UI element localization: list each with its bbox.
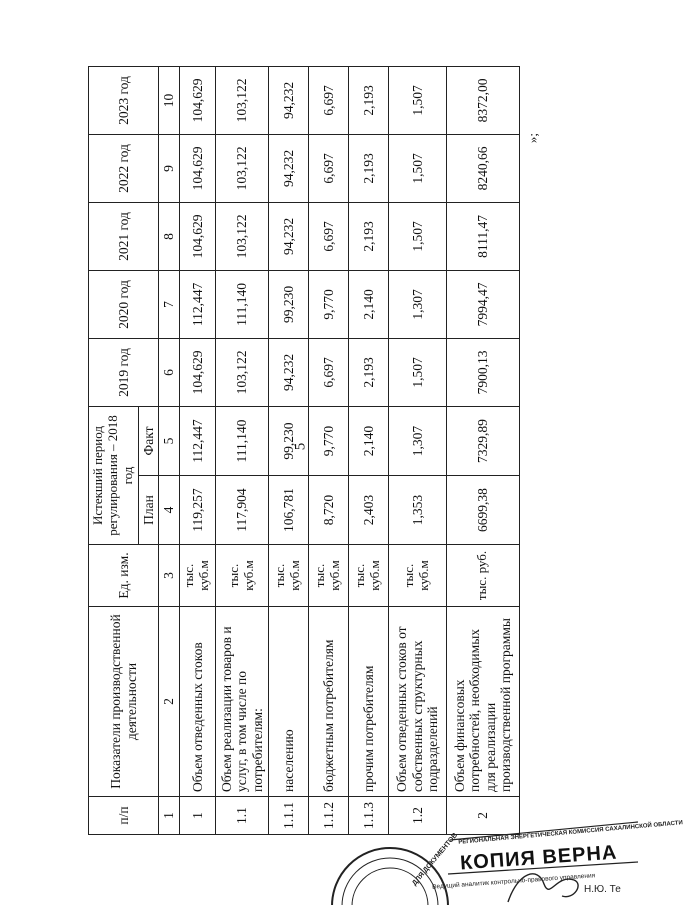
row-y2023: 6,697 bbox=[308, 66, 348, 134]
header-unit: Ед. изм. bbox=[89, 545, 159, 607]
stamp-org-line: РЕГИОНАЛЬНАЯ ЭНЕРГЕТИЧЕСКАЯ КОМИССИЯ САХАЛИНСКОЙ ОБЛАСТИ bbox=[458, 820, 683, 846]
row-unit: тыс. куб.м bbox=[215, 545, 268, 607]
stamp-doc-label: ДЛЯ ДОКУМЕНТОВ bbox=[411, 831, 460, 888]
stamp-signer: Н.Ю. Те bbox=[584, 884, 621, 895]
header-year-2023: 2023 год bbox=[89, 66, 159, 134]
row-y2023: 104,629 bbox=[179, 66, 215, 134]
table-row bbox=[268, 66, 308, 834]
row-y2019: 2,193 bbox=[348, 338, 388, 406]
row-name: Объем финансовых потребностей, необходимых для реализации производственной программы bbox=[446, 607, 519, 797]
row-unit: тыс. куб.м bbox=[179, 545, 215, 607]
row-plan: 117,904 bbox=[215, 476, 268, 545]
header-year-2020: 2020 год bbox=[89, 270, 159, 338]
row-plan: 8,720 bbox=[308, 476, 348, 545]
row-plan: 1,353 bbox=[388, 476, 446, 545]
page-number: 5 bbox=[292, 442, 309, 451]
row-name: населению bbox=[268, 607, 308, 797]
row-y2022: 8240,66 bbox=[446, 134, 519, 202]
row-y2020: 1,307 bbox=[388, 270, 446, 338]
row-y2023: 103,122 bbox=[215, 66, 268, 134]
row-fact: 99,230 bbox=[268, 406, 308, 475]
row-num: 1.1.1 bbox=[268, 797, 308, 835]
column-number-row bbox=[159, 66, 180, 834]
row-name: Объем отведенных стоков bbox=[179, 607, 215, 797]
row-num: 1.1 bbox=[215, 797, 268, 835]
row-num: 1 bbox=[179, 797, 215, 835]
row-plan: 106,781 bbox=[268, 476, 308, 545]
stamp-copy-text: КОПИЯ ВЕРНА bbox=[459, 841, 619, 875]
table-row bbox=[348, 66, 388, 834]
header-period: Истекший период регулирования – 2018 год bbox=[89, 406, 139, 544]
row-y2021: 104,629 bbox=[179, 202, 215, 270]
row-y2020: 2,140 bbox=[348, 270, 388, 338]
header-year-2022: 2022 год bbox=[89, 134, 159, 202]
header-year-2021: 2021 год bbox=[89, 202, 159, 270]
header-fact: Факт bbox=[138, 406, 159, 475]
row-unit: тыс. куб.м bbox=[388, 545, 446, 607]
row-y2019: 6,697 bbox=[308, 338, 348, 406]
row-y2023: 1,507 bbox=[388, 66, 446, 134]
row-y2019: 94,232 bbox=[268, 338, 308, 406]
row-y2021: 94,232 bbox=[268, 202, 308, 270]
table-row bbox=[308, 66, 348, 834]
header-num: п/п bbox=[89, 797, 159, 835]
row-y2023: 8372,00 bbox=[446, 66, 519, 134]
row-name: Объем реализации товаров и услуг, в том числе по потребителям: bbox=[215, 607, 268, 797]
row-y2022: 94,232 bbox=[268, 134, 308, 202]
row-y2020: 9,770 bbox=[308, 270, 348, 338]
header-year-2019: 2019 год bbox=[89, 338, 159, 406]
production-indicators-table bbox=[88, 66, 520, 835]
row-plan: 2,403 bbox=[348, 476, 388, 545]
row-fact: 9,770 bbox=[308, 406, 348, 475]
col-number: 1 bbox=[159, 797, 180, 835]
row-y2022: 2,193 bbox=[348, 134, 388, 202]
row-fact: 1,307 bbox=[388, 406, 446, 475]
row-num: 2 bbox=[446, 797, 519, 835]
row-plan: 6699,38 bbox=[446, 476, 519, 545]
col-number: 3 bbox=[159, 545, 180, 607]
row-y2019: 104,629 bbox=[179, 338, 215, 406]
col-number: 7 bbox=[159, 270, 180, 338]
row-name: прочим потребителям bbox=[348, 607, 388, 797]
row-num: 1.1.3 bbox=[348, 797, 388, 835]
col-number: 9 bbox=[159, 134, 180, 202]
row-y2021: 1,507 bbox=[388, 202, 446, 270]
row-y2020: 111,140 bbox=[215, 270, 268, 338]
row-y2019: 7900,13 bbox=[446, 338, 519, 406]
row-unit: тыс. куб.м bbox=[348, 545, 388, 607]
col-number: 10 bbox=[159, 66, 180, 134]
row-unit: тыс. куб.м bbox=[268, 545, 308, 607]
row-y2022: 103,122 bbox=[215, 134, 268, 202]
col-number: 2 bbox=[159, 607, 180, 797]
header-plan: План bbox=[138, 476, 159, 545]
row-y2020: 99,230 bbox=[268, 270, 308, 338]
row-fact: 2,140 bbox=[348, 406, 388, 475]
header-indicator: Показатели производственной деятельности bbox=[89, 607, 159, 797]
row-unit: тыс. куб.м bbox=[308, 545, 348, 607]
row-y2019: 103,122 bbox=[215, 338, 268, 406]
row-name: Объем отведенных стоков от собственных структурных подразделений bbox=[388, 607, 446, 797]
table-row bbox=[388, 66, 446, 834]
row-fact: 7329,89 bbox=[446, 406, 519, 475]
header-row-1 bbox=[89, 66, 139, 834]
row-y2023: 2,193 bbox=[348, 66, 388, 134]
row-name: бюджетным потребителям bbox=[308, 607, 348, 797]
row-y2022: 104,629 bbox=[179, 134, 215, 202]
trailing-mark: »; bbox=[525, 132, 541, 144]
row-num: 1.2 bbox=[388, 797, 446, 835]
row-y2022: 1,507 bbox=[388, 134, 446, 202]
table-row bbox=[179, 66, 215, 834]
certification-stamp bbox=[338, 814, 683, 905]
row-y2020: 7994,47 bbox=[446, 270, 519, 338]
col-number: 5 bbox=[159, 406, 180, 475]
table-row bbox=[446, 66, 519, 834]
col-number: 6 bbox=[159, 338, 180, 406]
row-y2022: 6,697 bbox=[308, 134, 348, 202]
row-num: 1.1.2 bbox=[308, 797, 348, 835]
rotated-table-container bbox=[88, 67, 514, 835]
row-fact: 111,140 bbox=[215, 406, 268, 475]
row-y2021: 103,122 bbox=[215, 202, 268, 270]
row-y2021: 2,193 bbox=[348, 202, 388, 270]
col-number: 8 bbox=[159, 202, 180, 270]
row-y2021: 6,697 bbox=[308, 202, 348, 270]
col-number: 4 bbox=[159, 476, 180, 545]
table-row bbox=[215, 66, 268, 834]
row-plan: 119,257 bbox=[179, 476, 215, 545]
row-unit: тыс. руб. bbox=[446, 545, 519, 607]
row-y2023: 94,232 bbox=[268, 66, 308, 134]
stamp-position-line: Ведущий аналитик контрольно-правового управления bbox=[431, 872, 596, 891]
row-y2021: 8111,47 bbox=[446, 202, 519, 270]
row-y2019: 1,507 bbox=[388, 338, 446, 406]
row-y2020: 112,447 bbox=[179, 270, 215, 338]
row-fact: 112,447 bbox=[179, 406, 215, 475]
